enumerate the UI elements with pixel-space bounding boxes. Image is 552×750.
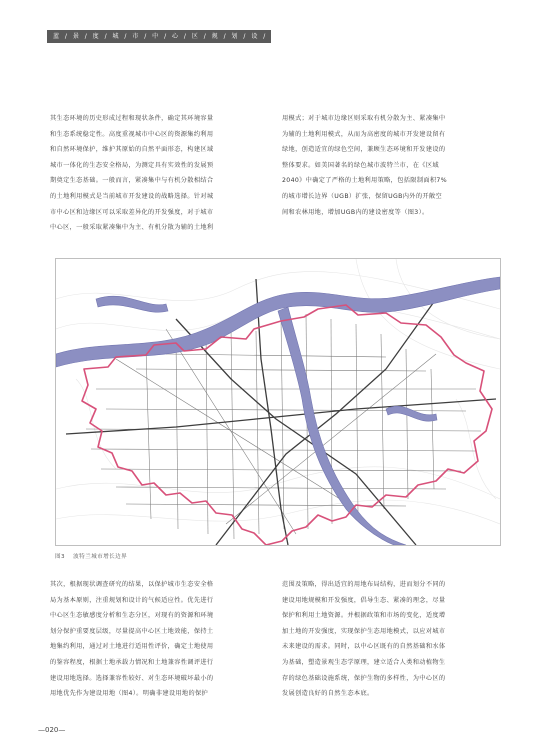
text-line: 其生态环境的历史形成过程和现状条件，确定其环境容量 [50, 115, 214, 122]
text-line: 用模式；对于城市边缘区则采取有机分散为主、紧凑集中 [282, 115, 446, 122]
text-line: 其次，根据现状调查研究的结果，以保护城市生态安全格 [50, 581, 214, 588]
text-line: 用地优先作为建设用地（图4）。明确非建设用地的保护 [50, 690, 209, 698]
figure-caption [55, 552, 127, 560]
portland-ugb-map [56, 259, 500, 545]
text-line: 2040》中确定了严格的土地利用策略，包括限制面积7% [282, 177, 447, 185]
text-line: 和自然环境保护，维护其原始的自然平面形态，构建区域 [50, 146, 214, 154]
text-line: 保护和利用土地资源。并根据政策和市场的变化，适度增 [282, 612, 446, 620]
text-line: 划分保护重要度层级，尽量提高中心区土地效能，保持土 [50, 627, 214, 635]
figure-3-map [55, 258, 501, 546]
text-line: 地集约利用，通过对土地进行适用性评价，确定土地使用 [50, 643, 214, 651]
text-line: 绿地，创造适宜的绿色空间，兼顾生态环境和开发建设的 [282, 146, 446, 154]
text-line: 发展创造良好的自然生态本底。 [282, 690, 374, 698]
text-line: 为基础，塑造景观生态学原理，建立适合人类和动植物生 [282, 658, 446, 666]
text-line: 市中心区和边缘区可以采取差异化的开发强度，对于城市 [50, 208, 214, 216]
text-line: 城市一体化的生态安全格局，为测定具有实效性的发展预 [50, 161, 214, 169]
text-line: 存的绿色基础设施系统，保护生物的多样性，为中心区的 [282, 674, 446, 682]
text-line: 间和农林用地，增加UGB内的建设密度等（图3）。 [282, 208, 429, 216]
figure-caption-number: 图3 [55, 554, 65, 560]
text-line: 建设用地规模和开发强度，倡导生态、紧凑的理念，尽量 [282, 596, 446, 604]
text-line: 建设用地选择。选择兼容性较好、对生态环境破坏最小的 [50, 674, 214, 682]
text-line: 中心区，一般采取紧凑集中为主、有机分散为辅的土地利 [50, 224, 214, 232]
text-line: 整体要求。如美国著名的绿色城市波特兰市，在《区域 [282, 161, 439, 169]
text-line: 未来建设的需求。同时，以中心区既有的自然基础和水体 [282, 643, 446, 651]
text-line: 为辅的土地利用模式，从而为高密度的城市开发建设留有 [282, 130, 446, 138]
text-line: 局为基本原则，注重规划和设计的气候适应性。优先进行 [50, 596, 214, 604]
body-text-bottom-right [282, 577, 504, 702]
text-line: 期奠定生态基础。一般而言，紧凑集中与有机分散相结合 [50, 177, 214, 185]
body-text-bottom-left [50, 577, 272, 702]
text-line: 中心区生态敏感度分析和生态分区，对现有的资源和环境 [50, 612, 214, 620]
page-number: —020— [38, 726, 66, 734]
text-line: 和生态系统稳定性。高度重视城市中心区的资源集约利用 [50, 130, 214, 138]
text-line: 的城市增长边界（UGB）扩张，保留UGB内外的开敞空 [282, 192, 442, 200]
body-text-top-right [282, 111, 504, 220]
text-line: 范围及策略，得出适宜的用地布局结构，进而划分不同的 [282, 581, 446, 588]
figure-caption-text: 波特兰城市增长边界 [73, 554, 128, 560]
running-title: 蓝 / 景 / 度 / 城 / 市 / 中 / 心 / 区 / 规 / 划 / 设 / 计 [53, 33, 280, 40]
text-line: 的土地利用模式是当前城市开发建设的战略选择。针对城 [50, 192, 214, 200]
body-text-top-left [50, 111, 272, 236]
text-line: 加土地的开发强度，实现保护生态用地模式，以应对城市 [282, 627, 446, 635]
text-line: 的鉴容程度，根据土地承载力情况和土地兼容性调评进行 [50, 658, 214, 666]
running-title-bar [47, 30, 280, 43]
